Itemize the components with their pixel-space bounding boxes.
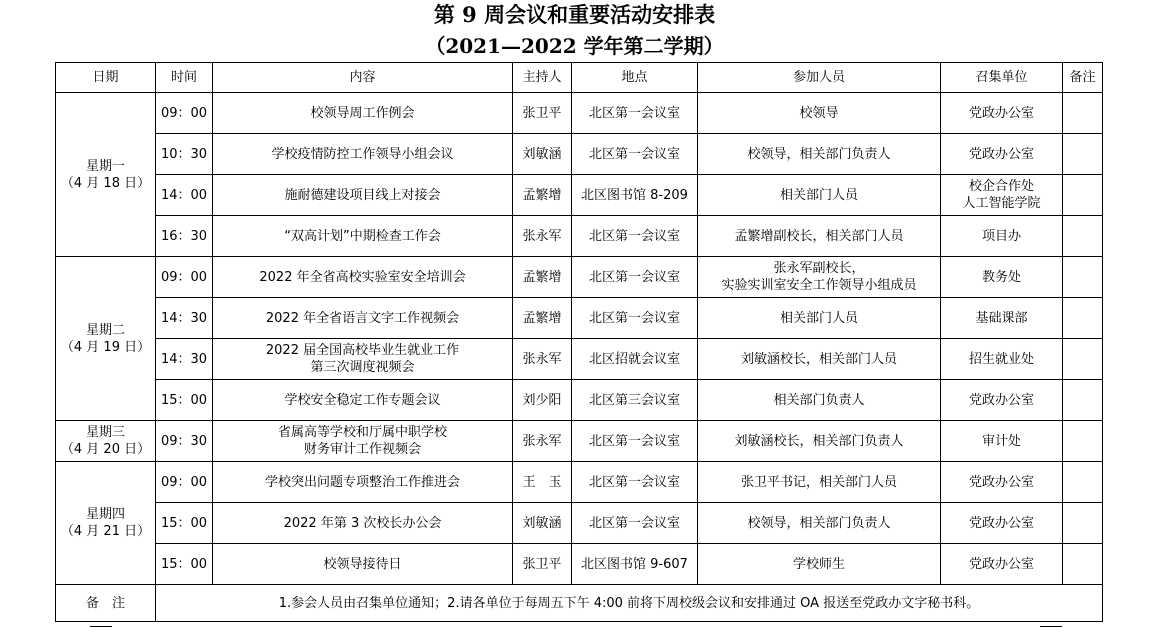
header-content: 内容 [213,63,513,93]
attendees-cell: 张卫平书记，相关部门人员 [698,462,941,503]
host-cell: 孟繁增 [513,175,572,216]
day-cell: 星期四 （4 月 21 日） [56,462,156,585]
table-row [56,544,1103,585]
time-cell: 15：00 [156,380,213,421]
content-cell: 学校安全稳定工作专题会议 [213,380,513,421]
content-cell: 学校突出问题专项整治工作推进会 [213,462,513,503]
attendees-cell: 相关部门人员 [698,175,941,216]
time-cell: 10：30 [156,134,213,175]
time-cell: 14：00 [156,175,213,216]
place-cell: 北区第一会议室 [572,134,698,175]
table-row [56,503,1103,544]
attendees-cell: 张永军副校长， 实验实训室安全工作领导小组成员 [698,257,941,298]
remark-cell [1063,421,1103,462]
time-cell: 15：00 [156,503,213,544]
attendees-cell: 校领导，相关部门负责人 [698,503,941,544]
place-cell: 北区第一会议室 [572,462,698,503]
host-cell: 张永军 [513,216,572,257]
time-cell: 09：00 [156,462,213,503]
place-cell: 北区图书馆 9-607 [572,544,698,585]
time-cell: 15：00 [156,544,213,585]
content-cell: 学校疫情防控工作领导小组会议 [213,134,513,175]
unit-cell: 基础课部 [941,298,1063,339]
host-cell: 张卫平 [513,544,572,585]
table-row [56,298,1103,339]
time-cell: 09：00 [156,257,213,298]
unit-cell: 党政办公室 [941,93,1063,134]
host-cell: 王 玉 [513,462,572,503]
unit-cell: 教务处 [941,257,1063,298]
page-edge-mark [1040,626,1062,633]
remark-cell [1063,134,1103,175]
header-time: 时间 [156,63,213,93]
host-cell: 张卫平 [513,93,572,134]
table-row [56,257,1103,298]
place-cell: 北区第一会议室 [572,216,698,257]
place-cell: 北区第一会议室 [572,298,698,339]
host-cell: 张永军 [513,339,572,380]
content-cell: 2022 年第 3 次校长办公会 [213,503,513,544]
attendees-cell: 校领导 [698,93,941,134]
content-cell: 2022 年全省高校实验室安全培训会 [213,257,513,298]
host-cell: 刘少阳 [513,380,572,421]
unit-cell: 校企合作处 人工智能学院 [941,175,1063,216]
remark-cell [1063,216,1103,257]
note-label: 备 注 [56,585,156,622]
remark-cell [1063,462,1103,503]
unit-cell: 审计处 [941,421,1063,462]
place-cell: 北区第一会议室 [572,503,698,544]
table-row [56,421,1103,462]
header-host: 主持人 [513,63,572,93]
time-cell: 09：00 [156,93,213,134]
table-row [56,175,1103,216]
attendees-cell: 相关部门负责人 [698,380,941,421]
table-row [56,339,1103,380]
host-cell: 孟繁增 [513,257,572,298]
table-row [56,93,1103,134]
day-cell: 星期一 （4 月 18 日） [56,93,156,257]
content-cell: 省属高等学校和厅属中职学校 财务审计工作视频会 [213,421,513,462]
time-cell: 14：30 [156,298,213,339]
host-cell: 张永军 [513,421,572,462]
place-cell: 北区第一会议室 [572,421,698,462]
day-cell: 星期二 （4 月 19 日） [56,257,156,421]
host-cell: 刘敏涵 [513,134,572,175]
attendees-cell: 孟繁增副校长，相关部门人员 [698,216,941,257]
table-row [56,462,1103,503]
attendees-cell: 相关部门人员 [698,298,941,339]
day-cell: 星期三 （4 月 20 日） [56,421,156,462]
host-cell: 孟繁增 [513,298,572,339]
header-date: 日期 [56,63,156,93]
place-cell: 北区第一会议室 [572,257,698,298]
table-row [56,380,1103,421]
unit-cell: 项目办 [941,216,1063,257]
remark-cell [1063,257,1103,298]
time-cell: 16：30 [156,216,213,257]
page-subtitle: （2021—2022 学年第二学期） [425,34,724,58]
header-place: 地点 [572,63,698,93]
place-cell: 北区招就会议室 [572,339,698,380]
header-row [56,63,1103,93]
content-cell: 2022 年全省语言文字工作视频会 [213,298,513,339]
unit-cell: 党政办公室 [941,462,1063,503]
place-cell: 北区第三会议室 [572,380,698,421]
attendees-cell: 校领导，相关部门负责人 [698,134,941,175]
content-cell: 校领导接待日 [213,544,513,585]
remark-cell [1063,544,1103,585]
unit-cell: 招生就业处 [941,339,1063,380]
remark-cell [1063,298,1103,339]
time-cell: 09：30 [156,421,213,462]
page-title: 第 9 周会议和重要活动安排表 [433,2,716,27]
place-cell: 北区第一会议室 [572,93,698,134]
unit-cell: 党政办公室 [941,134,1063,175]
note-text: 1.参会人员由召集单位通知；2.请各单位于每周五下午 4:00 前将下周校级会议和安排通过 OA 报送至党政办文字秘书科。 [156,585,1103,622]
remark-cell [1063,175,1103,216]
content-cell: 校领导周工作例会 [213,93,513,134]
remark-cell [1063,339,1103,380]
time-cell: 14：30 [156,339,213,380]
table-row [56,216,1103,257]
header-attendees: 参加人员 [698,63,941,93]
content-cell: 2022 届全国高校毕业生就业工作 第三次调度视频会 [213,339,513,380]
attendees-cell: 学校师生 [698,544,941,585]
remark-cell [1063,93,1103,134]
host-cell: 刘敏涵 [513,503,572,544]
remark-cell [1063,380,1103,421]
unit-cell: 党政办公室 [941,503,1063,544]
place-cell: 北区图书馆 8-209 [572,175,698,216]
unit-cell: 党政办公室 [941,380,1063,421]
header-unit: 召集单位 [941,63,1063,93]
note-row [56,585,1103,622]
remark-cell [1063,503,1103,544]
table-row [56,134,1103,175]
content-cell: “双高计划”中期检查工作会 [213,216,513,257]
attendees-cell: 刘敏涵校长，相关部门人员 [698,339,941,380]
unit-cell: 党政办公室 [941,544,1063,585]
content-cell: 施耐德建设项目线上对接会 [213,175,513,216]
page-edge-mark [90,626,112,633]
header-remark: 备注 [1063,63,1103,93]
attendees-cell: 刘敏涵校长，相关部门负责人 [698,421,941,462]
schedule-table [55,62,1103,622]
